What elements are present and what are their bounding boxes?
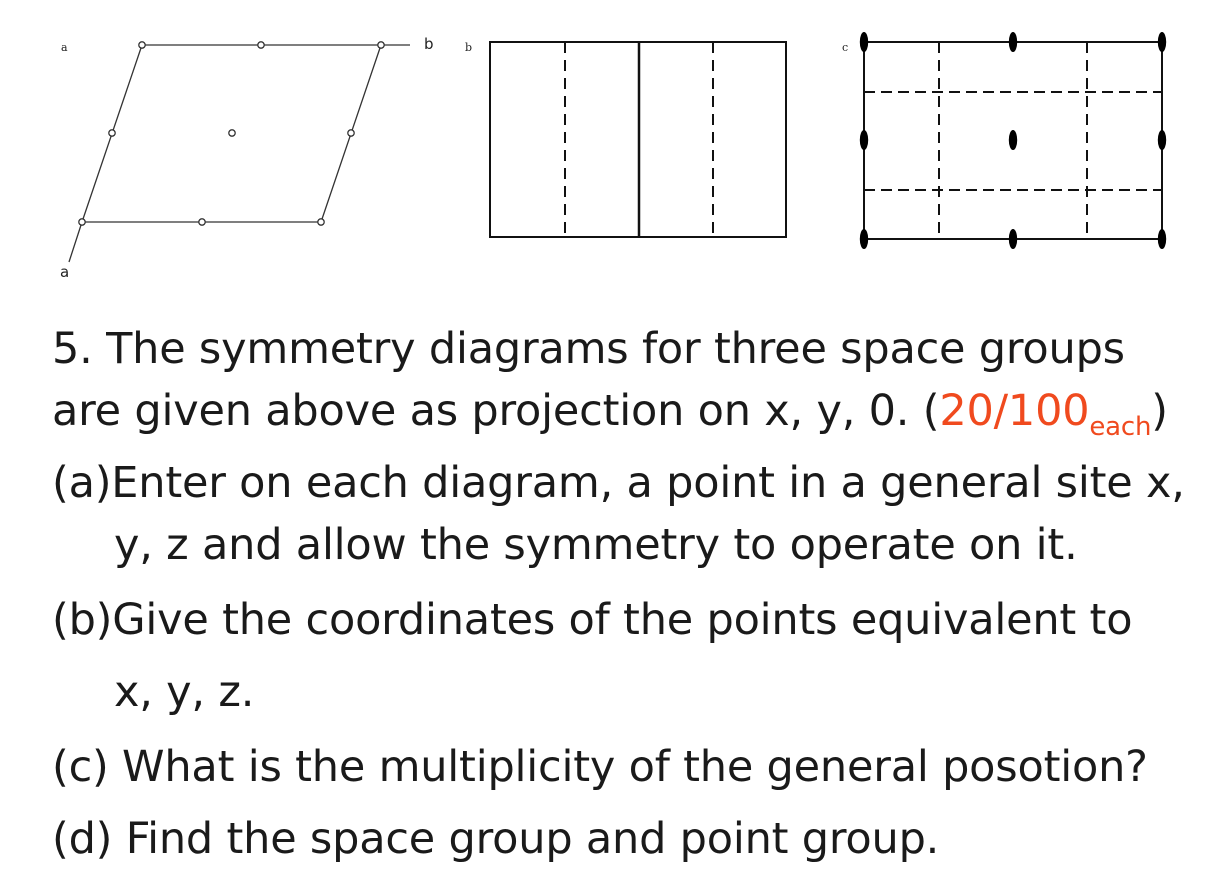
twofold-axis-symbol: [139, 42, 145, 48]
twofold-axis-symbol: [1158, 130, 1166, 150]
twofold-axis-symbol: [1009, 130, 1017, 150]
twofold-axis-symbol: [109, 130, 115, 136]
part-b-line-2: x, y, z.: [114, 667, 255, 717]
question-line-2: [52, 380, 1192, 442]
score-main: 20/100: [939, 386, 1090, 436]
diagram-c-label: c: [842, 41, 849, 54]
twofold-axis-symbol: [378, 42, 384, 48]
part-b-line-1: (b)Give the coordinates of the points equivalent to: [52, 595, 1133, 645]
twofold-axis-symbol: [1158, 229, 1166, 249]
diagram-c: [842, 32, 1166, 249]
twofold-axis-symbol: [1158, 32, 1166, 52]
part-c: (c) What is the multiplicity of the general posotion?: [52, 742, 1148, 792]
question-text: [52, 318, 1192, 870]
question-line-1: 5. The symmetry diagrams for three space groups: [52, 324, 1125, 374]
diagram-a-label: a: [61, 41, 68, 54]
twofold-axis-symbol: [1009, 32, 1017, 52]
part-a-line-1: (a)Enter on each diagram, a point in a general site x,: [52, 458, 1185, 508]
score-label: [939, 386, 1152, 442]
twofold-axis-symbol: [229, 130, 235, 136]
axis-b-label: b: [424, 35, 434, 53]
score-subscript: each: [1089, 412, 1152, 442]
twofold-axis-symbol: [860, 130, 868, 150]
diagram-b-label: b: [465, 41, 473, 54]
twofold-axis-symbol: [79, 219, 85, 225]
twofold-axis-symbol: [860, 32, 868, 52]
symmetry-diagrams: [0, 0, 1220, 300]
twofold-axes-filled: [860, 32, 1166, 249]
question-line-2-text: are given above as projection on x, y, 0. (: [52, 386, 940, 436]
axis-a-label: a: [60, 263, 70, 281]
twofold-axis-symbol: [348, 130, 354, 136]
question-line-2-close: ): [1151, 386, 1168, 436]
diagram-a: [60, 35, 434, 281]
part-a-line-2: y, z and allow the symmetry to operate on it.: [114, 520, 1078, 570]
diagram-b: [465, 41, 786, 237]
part-d: (d) Find the space group and point group.: [52, 814, 940, 864]
twofold-axis-symbol: [1009, 229, 1017, 249]
twofold-axis-symbol: [199, 219, 205, 225]
twofold-axis-symbol: [860, 229, 868, 249]
twofold-axis-symbol: [318, 219, 324, 225]
twofold-axis-symbol: [258, 42, 264, 48]
